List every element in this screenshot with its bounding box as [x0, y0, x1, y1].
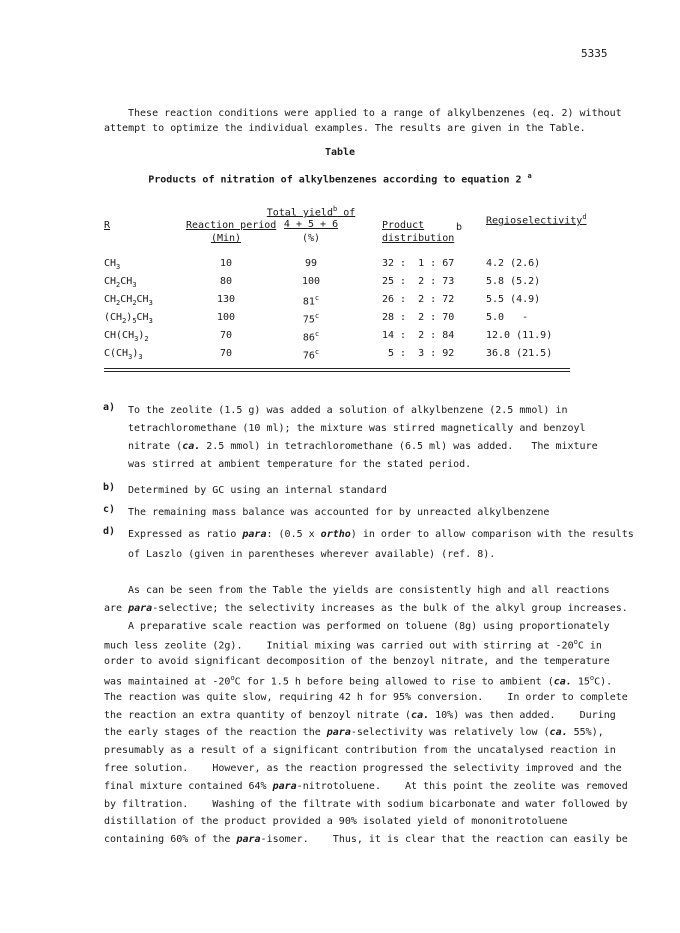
footnote-mark: b)	[103, 482, 116, 493]
table-caption: Products of nitration of alkylbenzenes according to equation 2 $^a$	[148, 172, 532, 186]
footnote-mark: d)	[103, 526, 116, 537]
table-cell-r: $CH_2CH_3$	[104, 276, 137, 289]
table-cell-regioselectivity: 36.8 (21.5)	[486, 348, 553, 359]
table-cell-r: $(CH_2)_5CH_3$	[104, 312, 153, 325]
body-line: much less zeolite (2g). Initial mixing was carried out with stirring at -20$^o$C in	[104, 638, 602, 652]
table-cell-r: $CH_3$	[104, 258, 121, 271]
table-cell-yield: 86$^c$	[302, 330, 320, 344]
table-bottom-rule	[104, 368, 570, 372]
header-distribution-2: distribution	[382, 233, 455, 244]
body-line: are para-selective; the selectivity increases as the bulk of the alkyl group increases.	[104, 602, 628, 614]
header-period: Reaction period	[186, 220, 277, 231]
table-cell-regioselectivity: 5.8 (5.2)	[486, 276, 541, 287]
intro-line-2: attempt to optimize the individual examples. The results are given in the Table.	[104, 123, 586, 134]
intro-line-1: These reaction conditions were applied to a range of alkylbenzenes (eq. 2) without	[128, 108, 622, 119]
table-cell-yield: 100	[301, 276, 321, 287]
footnote-line: The remaining mass balance was accounted for by unreacted alkylbenzene	[128, 507, 550, 518]
body-line: The reaction was quite slow, requiring 42 h for 95% conversion. In order to complete	[104, 691, 628, 703]
table-cell-distribution: 32 : 1 : 67	[382, 258, 455, 269]
table-cell-regioselectivity: 5.0 -	[486, 312, 529, 323]
footnote-line: Determined by GC using an internal standard	[128, 485, 387, 496]
body-line: final mixture contained 64% para-nitrotoluene. At this point the zeolite was removed	[104, 780, 628, 792]
header-regioselectivity: Regioselectivity$^d$	[486, 213, 587, 227]
table-cell-distribution: 5 : 3 : 92	[382, 348, 455, 359]
header-yield-unit: (%)	[301, 233, 321, 244]
table-cell-r: $C(CH_3)_3$	[104, 348, 143, 361]
table-cell-regioselectivity: 4.2 (2.6)	[486, 258, 541, 269]
table-cell-r: $CH(CH_3)_2$	[104, 330, 149, 343]
footnote-mark: c)	[103, 504, 116, 515]
table-cell-period: 130	[216, 294, 236, 305]
table-cell-distribution: 25 : 2 : 73	[382, 276, 455, 287]
table-cell-yield: 76$^c$	[302, 348, 320, 362]
body-line: containing 60% of the para-isomer. Thus, it is clear that the reaction can easily be	[104, 834, 628, 846]
table-cell-regioselectivity: 5.5 (4.9)	[486, 294, 541, 305]
footnote-line: of Laszlo (given in parentheses wherever available) (ref. 8).	[128, 549, 496, 560]
table-cell-period: 80	[219, 276, 233, 287]
table-cell-yield: 75$^c$	[302, 312, 320, 326]
body-line: order to avoid significant decomposition of the benzoyl nitrate, and the temperature	[104, 656, 610, 668]
table-cell-period: 70	[219, 330, 233, 341]
table-cell-period: 70	[219, 348, 233, 359]
table-cell-period: 100	[216, 312, 236, 323]
body-line: distillation of the product provided a 90% isolated yield of mononitrotoluene	[104, 816, 568, 828]
footnote-line: was stirred at ambient temperature for the stated period.	[128, 459, 472, 470]
table-cell-distribution: 28 : 2 : 70	[382, 312, 455, 323]
footnote-line: Expressed as ratio para: (0.5 x ortho) in order to allow comparison with the results	[128, 529, 634, 540]
footnote-mark: a)	[103, 402, 116, 413]
body-line: the early stages of the reaction the para-selectivity was relatively low (ca. 55%),	[104, 727, 604, 739]
header-r: R	[104, 220, 111, 231]
header-distribution: Product	[382, 220, 425, 231]
body-line: free solution. However, as the reaction progressed the selectivity improved and the	[104, 763, 622, 774]
table-cell-yield: 81$^c$	[302, 294, 320, 308]
body-line: was maintained at -20$^o$C for 1.5 h before being allowed to rise to ambient (ca. 15$^o$C).	[104, 674, 613, 688]
table-cell-distribution: 26 : 2 : 72	[382, 294, 455, 305]
footnote-line: To the zeolite (1.5 g) was added a solution of alkylbenzene (2.5 mmol) in	[128, 405, 568, 416]
table-cell-period: 10	[219, 258, 233, 269]
header-period-unit: (Min)	[210, 233, 242, 244]
header-yield: Total yield$^b$ of	[266, 205, 356, 219]
body-line: A preparative scale reaction was performed on toluene (8g) using proportionately	[128, 620, 610, 632]
footnote-line: tetrachloromethane (10 ml); the mixture was stirred magnetically and benzoyl	[128, 423, 586, 434]
table-cell-distribution: 14 : 2 : 84	[382, 330, 455, 341]
header-distribution-sup: b	[456, 222, 463, 233]
header-yield-formula: 4 + 5 + 6	[283, 219, 339, 230]
table-label: Table	[324, 147, 356, 158]
footnote-line: nitrate (ca. 2.5 mmol) in tetrachloromethane (6.5 ml) was added. The mixture	[128, 441, 598, 452]
body-line: As can be seen from the Table the yields are consistently high and all reactions	[128, 585, 610, 596]
table-cell-r: $CH_2CH_2CH_3$	[104, 294, 153, 307]
body-line: the reaction an extra quantity of benzoyl nitrate (ca. 10%) was then added. During	[104, 709, 616, 721]
body-line: by filtration. Washing of the filtrate with sodium bicarbonate and water followed by	[104, 798, 628, 810]
page-number: 5335	[581, 47, 608, 60]
table-cell-yield: 99	[304, 258, 318, 269]
body-line: presumably as a result of a significant contribution from the uncatalysed reaction in	[104, 745, 616, 757]
table-cell-regioselectivity: 12.0 (11.9)	[486, 330, 553, 341]
